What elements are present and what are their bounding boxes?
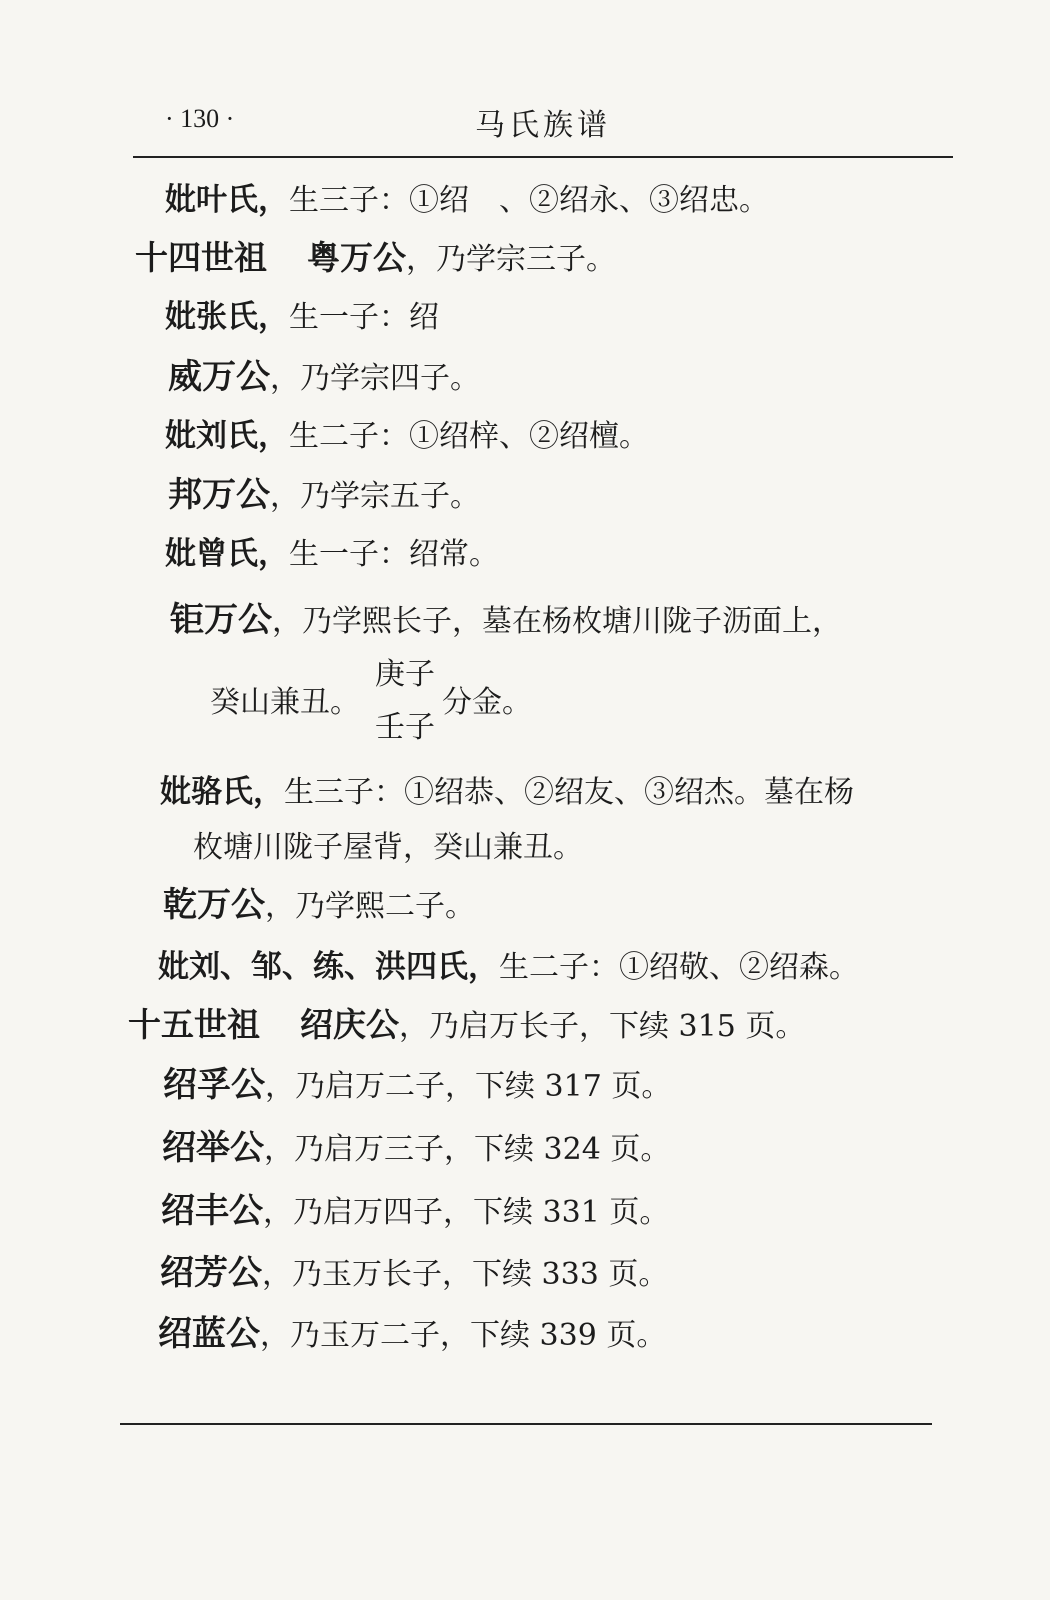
entry-line (160, 772, 854, 813)
entry-text: ，乃学熙长子，墓在杨枚塘川陇子沥面上， (272, 604, 842, 639)
entry-line (158, 1314, 666, 1356)
entry-name: 绍芳公 (160, 1253, 262, 1293)
entry-line (170, 600, 842, 642)
entry-line (160, 1253, 668, 1295)
entry-name: 妣张氏， (165, 299, 289, 335)
page-number: · 130 · (165, 104, 235, 133)
entry-line (162, 1128, 670, 1170)
entry-line (158, 947, 859, 988)
entry-text: 生三子：①绍 、②绍永、③绍忠。 (289, 183, 769, 218)
entry-line (165, 180, 769, 221)
entry-name: 绍蓝公 (158, 1314, 260, 1354)
generation-line (135, 238, 616, 280)
entry-text: 生一子：绍 (289, 300, 439, 335)
entry-line (210, 683, 360, 723)
entry-text: ，乃启万四子，下续 331 页。 (263, 1195, 670, 1230)
entry-text: ，乃玉万二子，下续 339 页。 (260, 1318, 667, 1353)
entry-text: ，乃学宗三子。 (406, 242, 616, 277)
entry-line (168, 475, 480, 517)
entry-name: 绍孚公 (163, 1065, 265, 1105)
fenjin-stack-bottom: 壬子 (375, 710, 435, 745)
bottom-rule (120, 1423, 932, 1425)
entry-name: 妣刘、邹、练、洪四氏， (158, 949, 499, 985)
entry-name: 邦万公 (168, 475, 270, 515)
entry-line (163, 885, 475, 927)
entry-text: 生一子：绍常。 (289, 537, 499, 572)
entry-line (165, 416, 649, 457)
entry-line (193, 828, 583, 868)
entry-name: 威万公 (168, 357, 270, 397)
entry-name: 妣曾氏， (165, 536, 289, 572)
entry-text: ，乃学宗五子。 (270, 479, 480, 514)
entry-name: 妣叶氏， (165, 182, 289, 218)
page-header (135, 100, 935, 148)
entry-line (165, 534, 499, 575)
entry-name: 妣刘氏， (165, 418, 289, 454)
entry-name: 绍举公 (162, 1128, 264, 1168)
fenjin-tail: 分金。 (442, 685, 532, 720)
generation-label: 十四世祖 (135, 238, 267, 277)
entry-text: ，乃启万二子，下续 317 页。 (265, 1069, 672, 1104)
entry-text: ，乃学宗四子。 (270, 361, 480, 396)
entry-text: 生二子：①绍敬、②绍森。 (499, 950, 859, 985)
entry-text: ，乃玉万长子，下续 333 页。 (262, 1257, 669, 1292)
entry-name: 妣骆氏， (160, 774, 284, 810)
entry-name: 绍庆公 (300, 1005, 399, 1044)
entry-name: 钜万公 (170, 600, 272, 640)
fenjin-stack-top: 庚子 (375, 657, 435, 692)
entry-text: 生二子：①绍梓、②绍檀。 (289, 419, 649, 454)
book-title: 马氏族谱 (475, 108, 611, 143)
entry-line (161, 1191, 669, 1233)
entry-line (163, 1065, 671, 1107)
entry-name: 乾万公 (163, 885, 265, 925)
entry-name: 粤万公 (307, 238, 406, 277)
entry-text: 生三子：①绍恭、②绍友、③绍杰。墓在杨 (284, 775, 854, 810)
generation-line (128, 1005, 805, 1047)
entry-line (165, 297, 439, 338)
top-rule (133, 156, 953, 158)
entry-name: 绍丰公 (161, 1191, 263, 1231)
generation-label: 十五世祖 (128, 1005, 260, 1044)
entry-text: ，乃学熙二子。 (265, 889, 475, 924)
entry-text: ，乃启万长子，下续 315 页。 (399, 1009, 806, 1044)
entry-text: 癸山兼丑。 (210, 685, 360, 720)
entry-line (168, 357, 480, 399)
entry-text: 枚塘川陇子屋背，癸山兼丑。 (193, 830, 583, 865)
entry-text: ，乃启万三子，下续 324 页。 (264, 1132, 671, 1167)
